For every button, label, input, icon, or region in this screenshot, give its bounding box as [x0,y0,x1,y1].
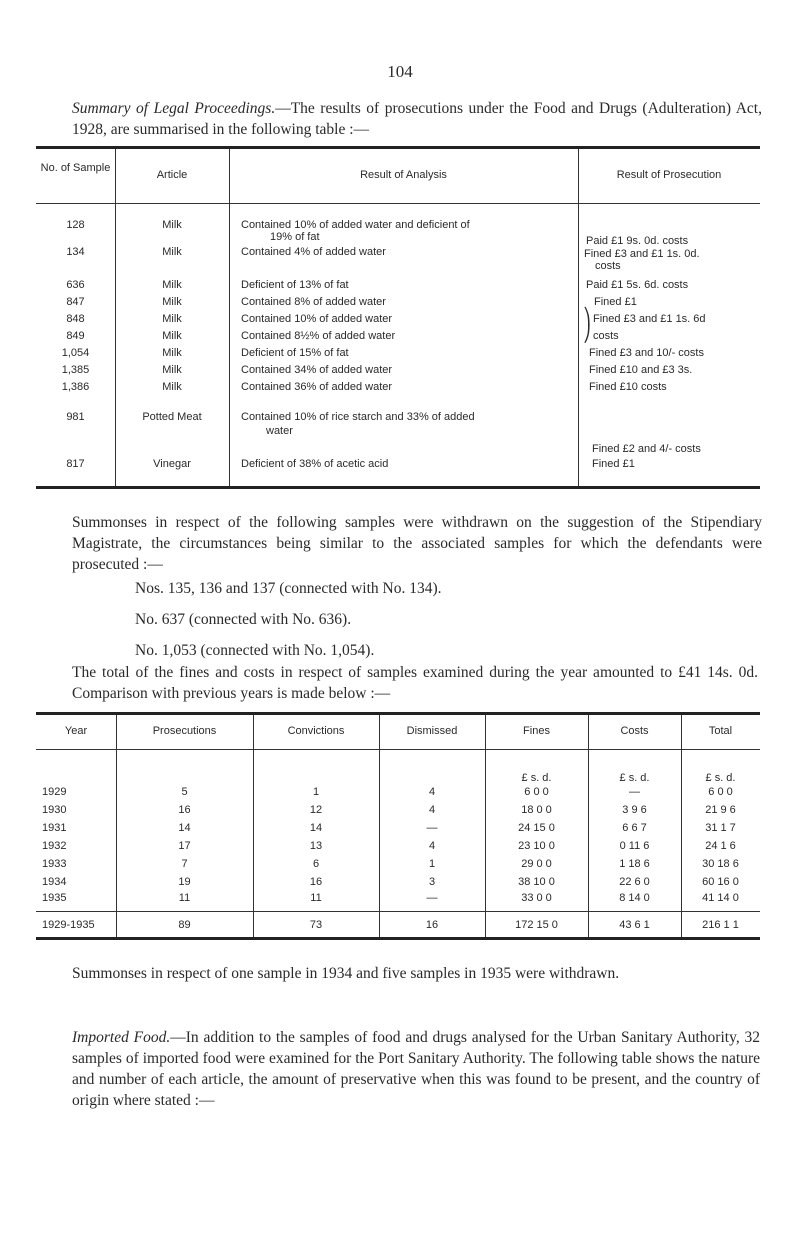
sample-no: 1,054 [61,347,90,359]
withdrawn-item: No. 1,053 (connected with No. 1,054). [135,642,375,659]
row-total: 30 18 6 [702,858,739,870]
analysis: Contained 10% of rice starch and 33% of added [241,411,475,423]
article: Milk [162,381,182,393]
result: Fined £3 and £1 1s. 0d. [584,248,700,260]
article: Vinegar [153,458,191,470]
header-prosecution: Result of Prosecution [616,169,722,181]
analysis: Contained 10% of added water [241,313,393,325]
brace-mark: ⎞ [583,309,591,326]
brace-mark: ⎠ [583,326,591,343]
result: costs [593,330,619,342]
row-year: 1929 [42,786,67,798]
withdrawn-item: Nos. 135, 136 and 137 (connected with No. 134). [135,580,442,597]
article: Milk [162,313,182,325]
row-total: 21 9 6 [705,804,736,816]
row-prosecutions: 16 [178,804,191,816]
row-year: 1935 [42,892,67,904]
totals-costs: 43 6 1 [619,919,650,931]
header-costs: Costs [620,725,649,737]
row-fines: 23 10 0 [518,840,555,852]
row-costs: 1 18 6 [619,858,650,870]
row-costs: 8 14 0 [619,892,650,904]
header-dismissed: Dismissed [406,725,458,737]
row-total: 24 1 6 [705,840,736,852]
totals-total: 216 1 1 [702,919,739,931]
header-convictions: Convictions [287,725,345,737]
row-fines: 38 10 0 [518,876,555,888]
analysis-cont: 19% of fat [270,231,320,243]
row-year: 1933 [42,858,67,870]
page-number: 104 [387,62,413,81]
article: Milk [162,279,182,291]
intro-title: Summary of Legal Proceedings. [72,100,276,117]
row-year: 1934 [42,876,67,888]
header-sample: No. of Sample [40,162,111,174]
withdrawn-item: No. 637 (connected with No. 636). [135,611,352,628]
result: Fined £10 and £3 3s. [589,364,693,376]
totals-prosecutions: 89 [178,919,191,931]
sample-no: 981 [66,411,85,423]
result: Paid £1 9s. 0d. costs [586,235,689,247]
row-prosecutions: 7 [181,858,188,870]
analysis: Contained 8% of added water [241,296,386,308]
row-prosecutions: 19 [178,876,191,888]
lsd-label-fines: £ s. d. [521,772,552,784]
totals-year: 1929-1935 [42,919,95,931]
article: Milk [162,219,182,231]
result: Fined £3 and 10/- costs [589,347,704,359]
intro-paragraph [72,98,762,140]
row-fines: 24 15 0 [518,822,555,834]
analysis: Deficient of 13% of fat [241,279,349,291]
sample-no: 128 [66,219,85,231]
analysis-cont: water [266,425,293,437]
imported-food-paragraph [72,1027,760,1111]
imported-food-text: —In addition to the samples of food and drugs analysed for the Urban Sanitary Authority, 32 samples of imported food were examined for the Port Sanitary Authority. The following table shows the nature and number of each article, the amount of preservative when this was found to be present, and the country of origin where stated :— [72,1029,761,1109]
lsd-label-costs: £ s. d. [619,772,650,784]
row-costs: 6 6 7 [622,822,647,834]
row-fines: 18 0 0 [521,804,552,816]
result: Fined £1 [594,296,637,308]
sample-no: 134 [66,246,85,258]
row-fines: 29 0 0 [521,858,552,870]
result: Fined £3 and £1 1s. 6d [593,313,706,325]
row-dismissed: — [426,822,438,834]
header-year: Year [64,725,88,737]
article: Milk [162,330,182,342]
row-convictions: 1 [312,786,320,798]
lsd-label-total: £ s. d. [705,772,736,784]
result: Fined £2 and 4/- costs [592,443,701,455]
article: Milk [162,347,182,359]
row-year: 1932 [42,840,67,852]
analysis: Contained 34% of added water [241,364,393,376]
article: Milk [162,364,182,376]
row-convictions: 13 [309,840,323,852]
result: Fined £10 costs [589,381,667,393]
row-convictions: 6 [312,858,320,870]
header-total: Total [708,725,733,737]
analysis: Deficient of 38% of acetic acid [241,458,389,470]
row-costs: — [629,786,640,798]
sample-no: 817 [66,458,85,470]
article: Milk [162,296,182,308]
row-fines: 6 0 0 [524,786,549,798]
analysis: Contained 8½% of added water [241,330,396,342]
sample-no: 1,385 [61,364,90,376]
row-dismissed: 3 [428,876,436,888]
withdrawn-paragraph: Summonses in respect of one sample in 1934 and five samples in 1935 were withdrawn. [72,965,620,982]
header-analysis: Result of Analysis [360,169,447,181]
totals-fines: 172 15 0 [515,919,558,931]
row-prosecutions: 5 [181,786,188,798]
sample-no: 636 [66,279,85,291]
row-total: 31 1 7 [705,822,736,834]
row-prosecutions: 17 [178,840,191,852]
row-year: 1931 [42,822,67,834]
row-year: 1930 [42,804,67,816]
row-dismissed: — [426,892,438,904]
sample-no: 1,386 [61,381,90,393]
row-prosecutions: 14 [178,822,191,834]
analysis: Contained 4% of added water [241,246,386,258]
sample-no: 848 [66,313,85,325]
row-prosecutions: 11 [178,892,191,904]
row-convictions: 16 [309,876,323,888]
result: Paid £1 5s. 6d. costs [586,279,689,291]
row-costs: 0 11 6 [619,840,650,852]
prosecutions-table [36,146,760,489]
result-cont: costs [595,260,621,272]
analysis: Contained 36% of added water [241,381,393,393]
totals-dismissed: 16 [425,919,439,931]
sample-no: 849 [66,330,85,342]
row-costs: 3 9 6 [622,804,647,816]
intro-text: —The results of prosecutions under the Food and Drugs (Adulteration) Act, 1928, are summarised in the following table :— [72,100,762,138]
comparison-table [36,712,760,940]
row-total: 6 0 0 [708,786,733,798]
header-article: Article [156,169,188,181]
totals-convictions: 73 [309,919,323,931]
imported-food-title: Imported Food. [72,1029,171,1046]
row-total: 60 16 0 [702,876,739,888]
row-dismissed: 1 [428,858,436,870]
analysis: Deficient of 15% of fat [241,347,349,359]
article: Potted Meat [142,411,202,423]
row-dismissed: 4 [428,840,436,852]
summonses-paragraph: Summonses in respect of the following samples were withdrawn on the suggestion of the Stipendiary Magistrate, the circumstances being similar to the associated samples for which the defendants were prosecuted :— [72,514,762,573]
header-fines: Fines [523,725,550,737]
row-total: 41 14 0 [702,892,739,904]
sample-no: 847 [66,296,85,308]
row-dismissed: 4 [428,804,436,816]
row-dismissed: 4 [428,786,436,798]
row-convictions: 12 [309,804,323,816]
row-costs: 22 6 0 [619,876,650,888]
row-fines: 33 0 0 [521,892,552,904]
total-paragraph: The total of the fines and costs in respect of samples examined during the year amounted to £41 14s. 0d. Comparison with previous years is made below :— [72,664,758,702]
row-convictions: 11 [310,892,322,904]
result: Fined £1 [592,458,635,470]
header-prosecutions: Prosecutions [152,725,217,737]
row-convictions: 14 [309,822,323,834]
article: Milk [162,246,182,258]
analysis: Contained 10% of added water and deficient of [241,219,470,231]
